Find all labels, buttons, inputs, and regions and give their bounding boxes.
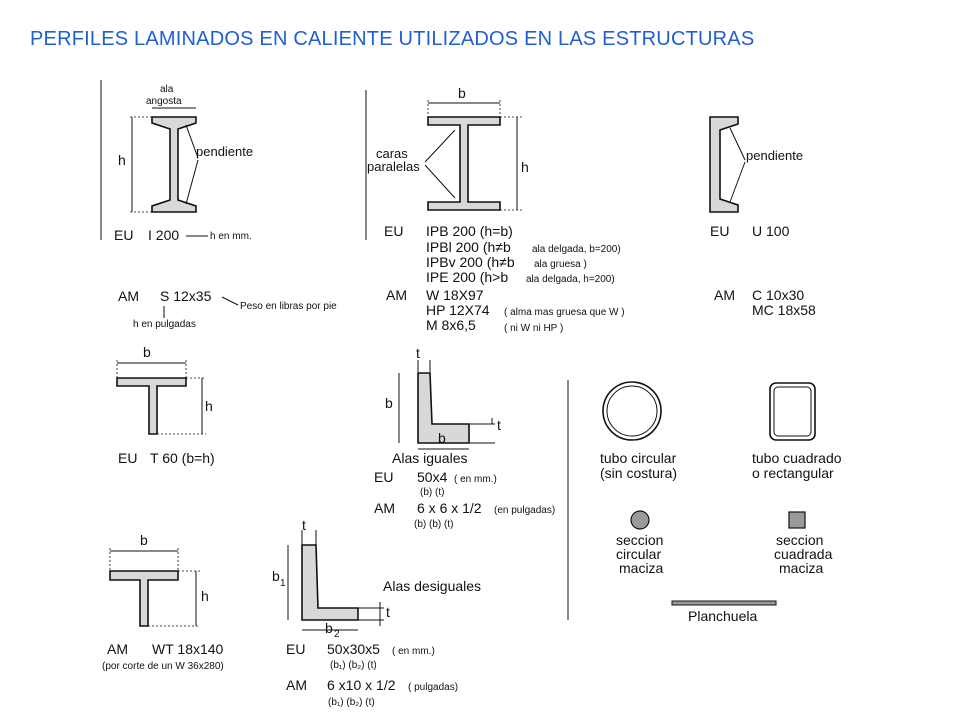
label-peso: Peso en libras por pie xyxy=(240,301,337,312)
wt-shape xyxy=(110,571,178,626)
label-tubo-cuadrado: tubo cuadrado xyxy=(752,450,842,466)
label-am: AM xyxy=(374,500,395,516)
label-eu-line-2: IPBl 200 (h≠b xyxy=(426,239,511,255)
wide-flange-shape xyxy=(428,117,500,210)
label-h-mm: h en mm. xyxy=(210,231,252,242)
label-mc18x58: MC 18x58 xyxy=(752,302,816,318)
label-alas-desiguales: Alas desiguales xyxy=(383,578,482,594)
label-en-mm: ( en mm.) xyxy=(454,474,497,485)
label-am-sub: (b) (b) (t) xyxy=(414,519,454,530)
label-h: h xyxy=(118,152,126,168)
label-ala: ala xyxy=(160,84,174,95)
tubes-group xyxy=(600,382,842,624)
label-seccion: seccion xyxy=(616,532,664,548)
label-b: b xyxy=(458,85,466,101)
leader-line xyxy=(730,162,745,202)
label-50x30x5: 50x30x5 xyxy=(327,641,380,657)
label-pendiente: pendiente xyxy=(196,144,254,159)
label-am-sub: (b₁) (b₂) (t) xyxy=(328,697,375,708)
planchuela-shape xyxy=(672,601,776,605)
label-caras: caras xyxy=(376,146,408,161)
label-h: h xyxy=(201,588,209,604)
label-b-bottom: b xyxy=(438,430,446,446)
wide-flange-group xyxy=(367,85,625,334)
label-s12x35: S 12x35 xyxy=(160,288,212,304)
label-eu: EU xyxy=(118,450,138,466)
leader-line xyxy=(186,160,198,204)
label-sin-costura: (sin costura) xyxy=(600,465,678,481)
angle-unequal-shape xyxy=(302,545,358,620)
label-cuadrada: cuadrada xyxy=(774,546,833,562)
label-circular: circular xyxy=(616,546,662,562)
label-am: AM xyxy=(118,288,139,304)
label-pendiente: pendiente xyxy=(746,148,804,163)
label-b: b xyxy=(143,344,151,360)
label-eu-note-4: ala delgada, h=200) xyxy=(526,274,615,285)
leader-line xyxy=(730,128,745,160)
leader-line xyxy=(425,165,455,198)
solid-square-shape xyxy=(789,512,805,528)
label-en-mm: ( en mm.) xyxy=(392,646,435,657)
label-h: h xyxy=(521,159,529,175)
tube-circular-shape xyxy=(603,382,661,440)
label-eu-line-1: IPB 200 (h=b) xyxy=(426,223,513,239)
label-eu: EU xyxy=(384,223,404,239)
tube-rect-shape xyxy=(770,383,815,440)
label-am: AM xyxy=(714,287,735,303)
label-eu: EU xyxy=(114,227,134,243)
wt-group xyxy=(102,532,224,672)
label-eu-note-3: ala gruesa ) xyxy=(534,259,587,270)
leader-line xyxy=(186,125,198,158)
label-h-pulgadas: h en pulgadas xyxy=(133,319,196,330)
page-title: PERFILES LAMINADOS EN CALIENTE UTILIZADOS EN LAS ESTRUCTURAS xyxy=(30,28,755,50)
label-b1-sub: 1 xyxy=(280,578,286,589)
label-am-line-2: HP 12X74 xyxy=(426,302,490,318)
label-b-side: b xyxy=(385,395,393,411)
leader-line xyxy=(425,130,455,162)
arrow-line xyxy=(222,297,238,305)
label-alas-iguales: Alas iguales xyxy=(392,450,468,466)
label-u100: U 100 xyxy=(752,223,790,239)
label-eu-sub: (b) (t) xyxy=(420,487,445,498)
label-h: h xyxy=(205,398,213,414)
tee-shape xyxy=(117,378,186,434)
label-b2-sub: 2 xyxy=(334,629,340,640)
angle-equal-group xyxy=(374,345,555,530)
label-am: AM xyxy=(386,287,407,303)
label-eu: EU xyxy=(374,469,394,485)
label-seccion: seccion xyxy=(776,532,824,548)
channel-shape xyxy=(710,117,738,212)
label-am-line-3: M 8x6,5 xyxy=(426,317,476,333)
i-beam-group xyxy=(114,84,337,330)
label-am-note-3: ( ni W ni HP ) xyxy=(504,323,564,334)
label-maciza: maciza xyxy=(619,560,664,576)
label-b2: b xyxy=(325,620,333,636)
label-b: b xyxy=(140,532,148,548)
tee-group xyxy=(117,344,215,466)
label-am: AM xyxy=(286,677,307,693)
label-b1: b xyxy=(272,568,280,584)
label-6x6x1-2: 6 x 6 x 1/2 xyxy=(417,500,482,516)
label-eu-note-2: ala delgada, b=200) xyxy=(532,244,621,255)
label-c10x30: C 10x30 xyxy=(752,287,805,303)
label-t-right: t xyxy=(497,417,501,433)
label-eu: EU xyxy=(710,223,730,239)
label-wt18x140: WT 18x140 xyxy=(152,641,224,657)
label-en-pulgadas: (en pulgadas) xyxy=(494,505,556,516)
label-am-line-1: W 18X97 xyxy=(426,287,484,303)
label-t-right: t xyxy=(386,604,390,620)
label-tubo-circular: tubo circular xyxy=(600,450,677,466)
label-am: AM xyxy=(107,641,128,657)
label-t-top: t xyxy=(302,517,306,533)
label-maciza: maciza xyxy=(779,560,824,576)
label-eu: EU xyxy=(286,641,306,657)
label-eu-line-3: IPBv 200 (h≠b xyxy=(426,254,515,270)
i-beam-shape xyxy=(152,117,196,212)
label-eu-line-4: IPE 200 (h>b xyxy=(426,269,509,285)
label-angosta: angosta xyxy=(146,96,182,107)
solid-circular-shape xyxy=(631,511,649,529)
label-am-note-2: ( alma mas gruesa que W ) xyxy=(504,307,625,318)
label-pulgadas: ( pulgadas) xyxy=(408,682,459,693)
label-50x4: 50x4 xyxy=(417,469,448,485)
label-6x10x1-2: 6 x10 x 1/2 xyxy=(327,677,396,693)
channel-group xyxy=(710,117,816,318)
label-planchuela: Planchuela xyxy=(688,608,758,624)
label-eu-sub: (b₁) (b₂) (t) xyxy=(330,660,377,671)
angle-unequal-group xyxy=(272,517,481,708)
label-paralelas: paralelas xyxy=(367,159,420,174)
label-corte: (por corte de un W 36x280) xyxy=(102,661,224,672)
label-t60: T 60 (b=h) xyxy=(150,450,215,466)
label-i200: I 200 xyxy=(148,227,180,243)
label-t-top: t xyxy=(416,345,420,361)
label-o-rectangular: o rectangular xyxy=(752,465,834,481)
